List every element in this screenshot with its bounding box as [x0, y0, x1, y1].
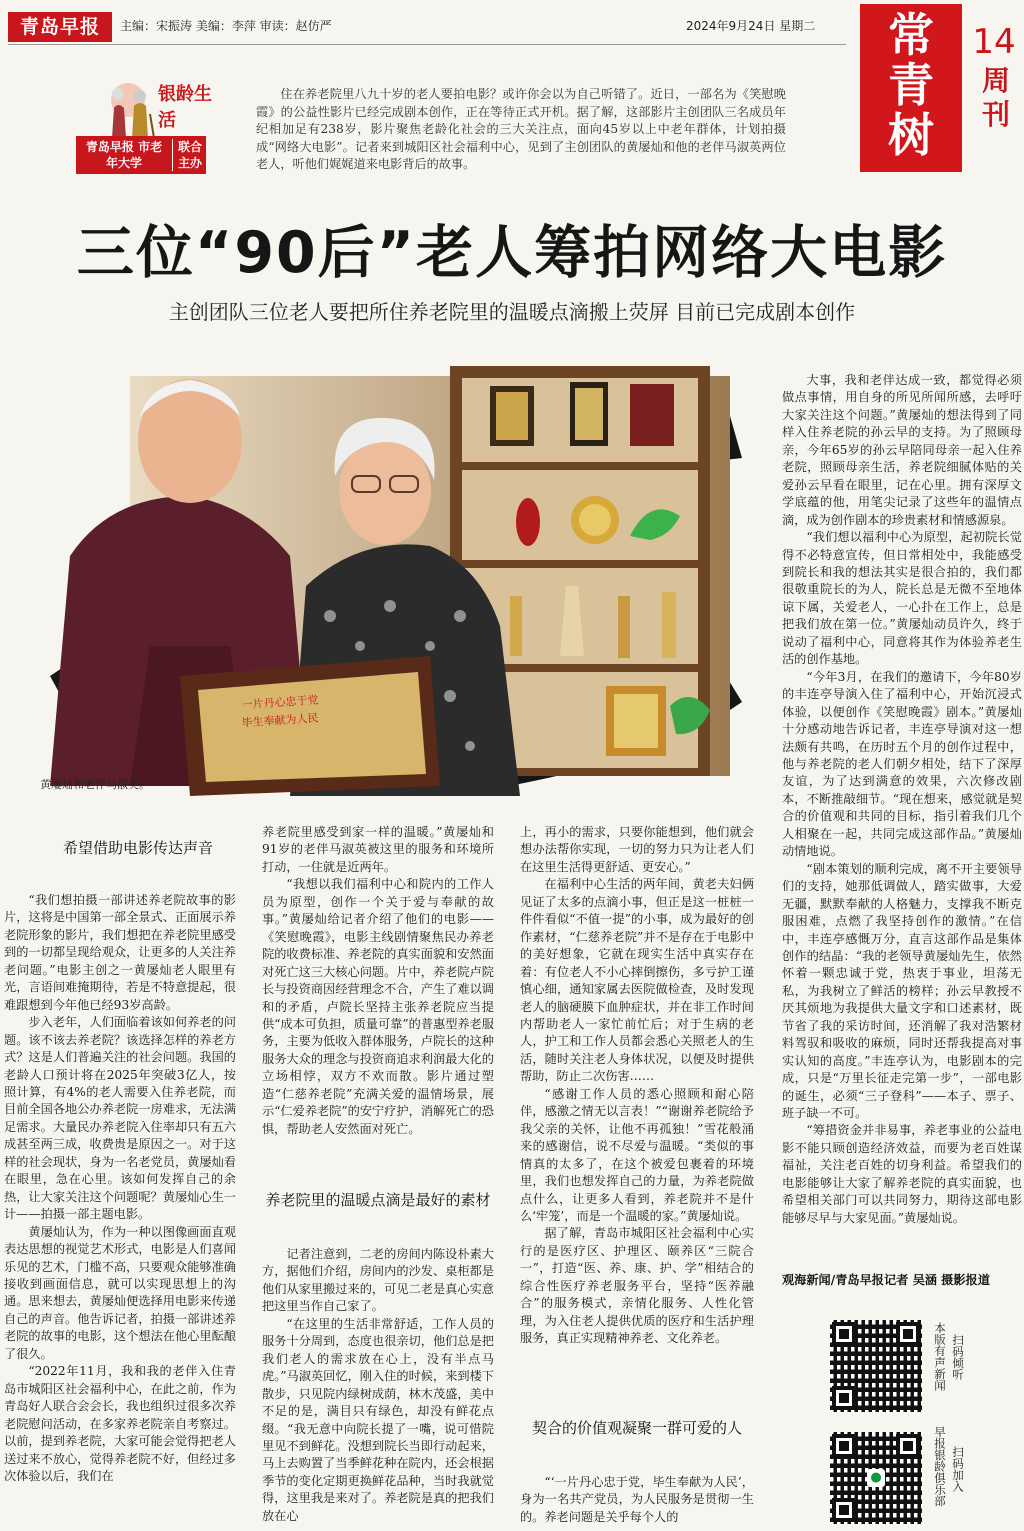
paragraph: “今年3月，在我们的邀请下，今年80岁的丰连亭导演入住了福利中心，开始沉浸式体验，以便创作《笑慰晚霞》剧本。”黄屡灿十分感动地告诉记者，丰连亭导演对这一想法颇有共鸣，在历时五个月的创作过程中，他与养老院的老人们朝夕相处，结下了深厚友谊，为了达到满意的效果，六次修改剧本，不断推敲细节。“现在想来，感觉就是契合的价值观和共同的目标，指引着我们几个人相聚在一起，共同完成这部作品。”黄屡灿动情地说。 — [782, 669, 1022, 859]
qr1-description: 本版有声新闻 — [933, 1322, 947, 1391]
masthead-logo: 青岛早报 — [8, 12, 112, 42]
editor-credits: 主编：宋振涛 美编：李萍 审读：赵仿严 — [120, 19, 332, 33]
paragraph-continued: 上，再小的需求，只要你能想到，他们就会想办法帮你实现，一切的努力只为让老人们在这里生活得更舒适、更安心。” — [520, 825, 754, 874]
column-2-top — [262, 824, 494, 1138]
paragraph: “‘一片丹心忠于党，毕生奉献为人民’，身为一名共产党员，为人民服务是贯彻一生的。养老问题是关乎每个人的 — [520, 1475, 754, 1524]
paragraph: “感谢工作人员的悉心照顾和耐心陪伴，感激之情无以言表！”“谢谢养老院给予我父亲的关怀，让他不再孤独！”雪花般涌来的感谢信，说不尽爱与温暖。“类似的事情真的太多了，在这个被爱包裹着的环境里，我们也想发挥自己的力量，为养老院做点什么，让更多人看到，养老院并不是什么‘牢笼’，而是一个温暖的家。”黄屡灿说。 — [520, 1086, 754, 1223]
article-subheadline: 主创团队三位老人要把所住养老院里的温暖点滴搬上荧屏 目前已完成剧本创作 — [168, 300, 856, 324]
qr-finder — [832, 1322, 856, 1346]
photo-caption: 黄屡灿和老伴马淑英。 — [40, 778, 150, 791]
paragraph: “筹措资金并非易事，养老事业的公益电影不能只顾创造经济效益，而要为老百姓谋福祉，关注老百姓的切身利益。希望我们的电影能够让大家了解养老院的真实面貌，也希望相关部门可以共同努力，期待这部电影能够尽早与大家见面。”黄屡灿说。 — [782, 1123, 1022, 1225]
cohost-role: 联合主办 — [172, 139, 207, 171]
paragraph: 在福利中心生活的两年间，黄老夫妇俩见证了太多的点滴小事，但正是这一桩桩一件件看似“不值一提”的小事，成为最好的创作素材，“仁慈养老院”并不是存在于电影中的美好想象，它就在现实生活中真实存在着：有位老人不小心摔倒擦伤，多亏护工谨慎心细，通知家属去医院做检查，及时发现老人的脑硬膜下血肿症状，并在非工作时间内帮助老人一家忙前忙后；对于生病的老人，护工和工作人员都会悉心关照老人的生活，随时关注老人身体状况，以便及时提供帮助，防止二次伤害…… — [520, 877, 754, 1084]
section-heading-2: 养老院里的温暖点滴是最好的素材 — [265, 1191, 491, 1209]
paragraph: “我们想以福利中心为原型，起初院长觉得不必特意宣传，但日常相处中，我能感受到院长和我的想法其实是很合拍的，我们都很敬重院长的为人，院长总是无微不至地体谅下属，关爱老人，一心扑在工作上，总是把我们放在第一位。”黄屡灿动员许久，终于说动了福利中心，同意将其作为体验养老生活的创作基地。 — [782, 530, 1022, 667]
article-intro: 住在养老院里八九十岁的老人要拍电影？或许你会以为自己听错了。近日，一部名为《笑慰晚霞》的公益性影片已经完成剧本创作，正在等待正式开机。据了解，这部影片主创团队三名成员年纪相加足有238岁，影片聚焦老龄化社会的三大关注点，面向45岁以上中老年群体，计划拍摄成“网络大电影”。记者来到城阳区社会福利中心，见到了主创团队的黄屡灿和他的老伴马淑英两位老人，听他们娓娓道来电影背后的故事。 — [256, 87, 786, 172]
header-rule — [8, 44, 846, 45]
qr-finder — [896, 1322, 920, 1346]
plaque-inscription-2: 毕生奉献为人民 — [241, 711, 319, 730]
section-heading-1: 希望借助电影传达声音 — [62, 839, 213, 857]
paragraph: “我想以我们福利中心和院内的工作人员为原型，创作一个关于爱与奉献的故事。”黄屡灿给记者介绍了他们的电影——《笑慰晚霞》，电影主线剧情聚焦民办养老院的收费标准、养老院的真实面貌和安然面对死亡这三大核心问题。片中，养老院卢院长与投资商因经营理念不合，产生了难以调和的矛盾，卢院长坚持主张养老院应当提供“成本可负担，质量可靠”的普惠型养老服务，主要为低收入群体服务，卢院长的这种服务大众的理念与投资商追求利润最大化的立场相悖，双方不欢而散。影片通过塑造“仁慈养老院”充满关爱的温情场景，展示“仁爱养老院”的安宁疗护，消解死亡的恐惧，帮助老人安然面对死亡。 — [262, 877, 494, 1136]
qr2-description: 早报银龄俱乐部 — [933, 1426, 947, 1507]
paragraph: “2022年11月，我和我的老伴入住青岛市城阳区社会福利中心，在此之前，作为青岛好人联合会会长，我也组织过很多次养老院慰问活动，在多家养老院亲自考察过。以前，提到养老院，大家可能会觉得把老人送过来不放心，觉得养老院不好，但经过多次体验以后，我们在 — [4, 1364, 236, 1483]
paragraph: 大事，我和老伴达成一致，都觉得必须做点事情，用自身的所见所闻所感，去呼吁大家关注这个问题。”黄屡灿的想法得到了同样入住养老院的孙云早的支持。为了照顾母亲，今年65岁的孙云早陪同母亲一起入住养老院，照顾母亲生活，养老院细腻体贴的关爱孙云早看在眼里，记在心里。拥有深厚文学底蕴的他，用笔尖记录了这些年的温情点滴，成为创作剧本的珍贵素材和情感源泉。 — [782, 373, 1022, 527]
paragraph-continued: 养老院里感受到家一样的温暖。”黄屡灿和91岁的老伴马淑英被这里的服务和环境所打动，一住就是近两年。 — [262, 825, 494, 874]
qr-finder — [832, 1498, 856, 1522]
dateline: 2024年9月24日 星期二 — [686, 19, 816, 33]
paragraph: “我们想拍摄一部讲述养老院故事的影片，这将是中国第一部全景式、正面展示养老院形象的影片，我们想把在养老院里感受到的一切都呈现给观众，让更多的人关注养老问题。”电影主创之一黄屡灿老人眼里有光，言语间难掩期待，若是不特意提起，很难跟想到今年他已经93岁高龄。 — [4, 893, 236, 1012]
club-qr-code[interactable] — [830, 1432, 922, 1524]
qr1-action-label: 扫码倾听 — [951, 1334, 965, 1380]
column-2-body — [262, 1246, 494, 1525]
qr-finder — [896, 1434, 920, 1458]
column-3-body — [520, 1474, 754, 1526]
section-heading-3: 契合的价值观凝聚一群可爱的人 — [531, 1419, 742, 1437]
audio-news-qr-code[interactable] — [830, 1320, 922, 1412]
qr-finder — [832, 1386, 856, 1410]
paragraph: “剧本策划的顺利完成，离不开主要领导们的支持，她那低调做人，踏实做事，大爱无疆，默默奉献的人格魅力，支撑我不断克服困难，点燃了我坚持创作的激情。”在信中，丰连亭感慨万分，直言这部作品是集体创作的结晶：“我的老领导黄屡灿先生，依然怀着一颗忠诚于党，热衷于事业，坦荡无私，为我树立了鲜活的榜样；孙云早教授不厌其烦地为我提供大量文字和口述素材，既节省了我的采访时间，还消解了我对浩繁材料驾驭和吸收的麻烦，同时还帮我提高对事实认知的高度。”丰连亭认为，电影剧本的完成，只是“万里长征走完第一步”，一部电影的诞生，必须“三子登科”——本子、票子、班子缺一不可。 — [782, 861, 1022, 1121]
page-number: 14 — [972, 22, 1016, 62]
column-3-top — [520, 824, 754, 1348]
plaque-inscription-1: 一片丹心忠于党 — [241, 693, 319, 712]
paragraph: 记者注意到，二老的房间内陈设朴素大方，据他们介绍，房间内的沙发、桌柜都是他们从家里搬过来的，可见二老是真心实意把这里当作自己家了。 — [262, 1247, 494, 1314]
couple-photo — [30, 346, 772, 808]
paragraph: 据了解，青岛市城阳区社会福利中心实行的是医疗区、护理区、颐养区“三院合一”，打造“医、养、康、护、学”相结合的综合性医疗养老服务平台，坚持“医养融合”的服务模式，亲情化服务、人性化管理，为入住老人提供优质的医疗和生活护理服务，真正实现精神养老、文化养老。 — [520, 1226, 754, 1346]
paragraph: 步入老年，人们面临着该如何养老的问题。该不该去养老院？该选择怎样的养老方式？这是人们普遍关注的社会问题。我国的老龄人口预计将在2025年突破3亿人，按照计算，有4%的老人需要入住养老院，而目前全国各地公办养老院一房难求，无法满足需求。大量民办养老院入住率却只有五六成甚至两三成，收费贵是原因之一。对于这样的社会现状，身为一名老党员，黄屡灿看在眼里，急在心里。该如何发挥自己的余热，让大家关注这个问题呢？黄屡灿心生一计——拍摄一部主题电影。 — [4, 1015, 236, 1222]
qr2-action-label: 扫码加入 — [951, 1446, 965, 1492]
cohost-names: 青岛早报 市老年大学 — [85, 140, 163, 170]
qr-finder — [832, 1434, 856, 1458]
byline: 观海新闻/青岛早报记者 吴涵 摄影报道 — [782, 1273, 990, 1287]
article-headline: 三位“90后”老人筹拍网络大电影 — [76, 220, 948, 286]
wechat-icon: ● — [867, 1469, 885, 1487]
cohost-logo-title: 银龄生活 — [158, 84, 212, 131]
paragraph: 黄屡灿认为，作为一种以图像画面直观表达思想的视觉艺术形式，电影是人们喜闻乐见的艺术，门槛不高，只要观众能够准确接收到画面信息，就可以实现思想上的沟通。思来想去，黄屡灿便选择用电影来传递自己的声音。他告诉记者，拍摄一部讲述养老院的故事的电影，这个想法在他心里酝酿了很久。 — [4, 1224, 236, 1361]
section-name: 常青树 — [888, 8, 934, 162]
periodicity-label: 周刊 — [981, 64, 1010, 131]
column-1 — [4, 892, 236, 1485]
right-column — [782, 372, 1022, 1227]
paragraph: “在这里的生活非常舒适，工作人员的服务十分周到，态度也很亲切，他们总是把我们老人的需求放在心上，没有半点马虎。”马淑英回忆，刚入住的时候，来到楼下散步，只见院内绿树成荫，林木茂盛，美中不足的是，满目只有绿色，却没有鲜花点缀。“我无意中向院长提了一嘴，说可惜院里见不到鲜花。没想到院长当即行动起来，马上去购置了当季鲜花种在院内，还会根据季节的变化定期更换鲜花品种，当时我就觉得，这里我是来对了。养老院是真的把我们放在心 — [262, 1316, 494, 1523]
